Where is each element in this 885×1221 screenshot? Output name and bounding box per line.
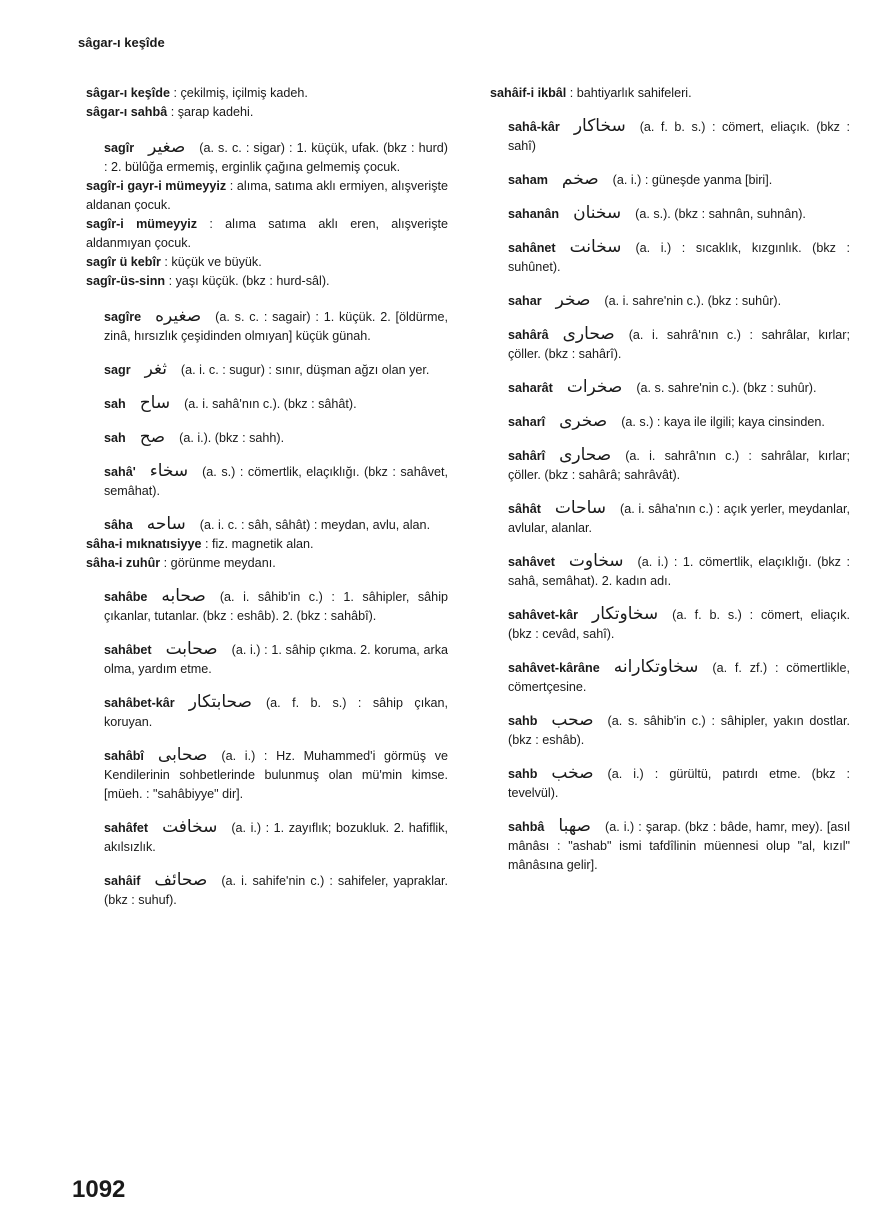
entry-headword: saharât [508,381,553,395]
entry-definition: : çekilmiş, içilmiş kadeh. [170,86,308,100]
entry-definition: (a. f. b. s.) : cömert, eliaçık. (bkz : cevâd, sahî). [508,608,850,641]
entry-headword: sah [104,397,126,411]
entry-headword: sahâbe [104,590,148,604]
entry-definition: (a. i.) : Hz. Muhammed'i görmüş ve Kendilerinin sohbetlerinde bulunmuş olan mü'min kimse. [müeh. : "sahâbiyye" dir]. [104,749,448,801]
entry-arabic-script: صحابه [161,586,206,606]
entry-definition: (a. i. sâha'nın c.) : açık yerler, meydanlar, avlular, alanlar. [508,502,850,535]
dictionary-entry [68,640,448,679]
entry-definition: (a. s. c. : sigar) : 1. küçük, ufak. (bkz : hurd) : 2. bülûğa ermemiş, erginlik çağına gelmemiş çocuk. [104,141,448,174]
entry-arabic-script: سخاکار [573,116,626,136]
entry-headword: sâgar-ı sahbâ [86,105,168,119]
entry-headword: sagîre [104,310,142,324]
dictionary-entry [472,84,850,103]
entry-definition: (a. i. sâhib'in c.) : 1. sâhipler, sâhip çıkanlar, tutanlar. (bkz : eshâb). 2. (bkz : sahâbî). [104,590,448,623]
entry-headword: sahâ' [104,465,136,479]
dictionary-entry [68,394,448,414]
dictionary-entry [472,378,850,398]
dictionary-entry [472,552,850,591]
entry-headword: sahar [508,294,542,308]
entry-arabic-script: صهبا [558,816,591,836]
dictionary-entry [472,117,850,156]
entry-definition: (a. s.) : cömertlik, elaçıklığı. (bkz : sahâvet, semâhat). [104,465,448,498]
right-column [472,84,850,875]
dictionary-entry [68,535,448,554]
entry-definition: (a. s. c. : sagair) : 1. küçük. 2. [öldürme, zinâ, hırsızlık çeşidinden olmıyan] küçük günah. [104,310,448,343]
entry-definition: (a. i. c. : sugur) : sınır, düşman ağzı olan yer. [180,363,430,377]
entry-definition: (a. f. zf.) : cömertlikle, cömertçesine. [508,661,850,694]
entry-headword: saham [508,173,548,187]
entry-definition: (a. i.) : 1. cömertlik, elaçıklığı. (bkz : sahâ, semâhat). 2. kadın adı. [508,555,850,588]
entry-headword: sâha-i mıknatısiyye [86,537,202,551]
entry-arabic-script: صحائف [154,870,208,890]
entry-headword: sahâvet-kâr [508,608,579,622]
entry-definition: (a. i. sahrâ'nın c.) : sahrâlar, kırlar; çöller. (bkz : sahârî). [508,328,850,361]
dictionary-entry [68,177,448,215]
dictionary-entry [68,462,448,501]
dictionary-entry [68,138,448,177]
entry-headword: sagîr-i gayr-i mümeyyiz [86,179,227,193]
entry-definition: (a. i. sahrâ'nın c.) : sahrâlar, kırlar; çöller. (bkz : sahârâ; sahrâvât). [508,449,850,482]
entry-headword: sagîr-i mümeyyiz [86,217,198,231]
entry-arabic-script: سخاوتکار [592,604,659,624]
running-header: sâgar-ı keşîde [78,35,165,50]
dictionary-entry [68,818,448,857]
dictionary-entry [472,817,850,875]
entry-definition: : şarap kadehi. [167,105,254,119]
entry-definition: : fiz. magnetik alan. [201,537,314,551]
dictionary-entry [68,554,448,573]
entry-headword: sâha-i zuhûr [86,556,161,570]
dictionary-entry [68,272,448,291]
entry-headword: sâgar-ı keşîde [86,86,171,100]
dictionary-entry [68,746,448,804]
entry-definition: (a. i.) : sıcaklık, kızgınlık. (bkz : suhûnet). [508,241,850,274]
dictionary-entry [68,587,448,626]
dictionary-entry [68,307,448,346]
entry-headword: sagr [104,363,131,377]
entry-arabic-script: صحاری [562,324,615,344]
entry-arabic-script: سخاوت [568,551,624,571]
entry-definition: (a. i.) : güneşde yanma [biri]. [612,173,773,187]
entry-headword: sagîr ü kebîr [86,255,161,269]
entry-arabic-script: صغیره [155,306,202,326]
entry-headword: sahâif-i ikbâl [490,86,567,100]
dictionary-entry [472,412,850,432]
dictionary-entry [472,291,850,311]
entry-arabic-script: صخم [561,169,599,189]
entry-arabic-script: سخاوتکارانه [613,657,699,677]
dictionary-entry [68,515,448,535]
entry-arabic-script: سخاء [149,461,189,481]
entry-arabic-script: سخافت [162,817,218,837]
entry-definition: (a. i.) : 1. zayıflık; bozukluk. 2. hafiflik, akılsızlık. [104,821,448,854]
dictionary-entry [472,605,850,644]
entry-arabic-script: سخانت [569,237,622,257]
entry-headword: sahâbet-kâr [104,696,175,710]
dictionary-entry [472,204,850,224]
dictionary-entry [68,871,448,910]
entry-definition: (a. i.) : 1. sâhip çıkma. 2. koruma, arka olma, yardım etme. [104,643,448,676]
dictionary-entry [68,84,448,103]
entry-arabic-script: صخر [555,290,591,310]
entry-definition: : alıma satıma aklı eren, alışverişte aldanmıyan çocuk. [86,217,448,250]
entry-headword: sahbâ [508,820,545,834]
entry-definition: (a. i. sahife'nin c.) : sahifeler, yapraklar. (bkz : suhuf). [104,874,448,907]
entry-definition: (a. i. sahre'nin c.). (bkz : suhûr). [604,294,782,308]
entry-definition: (a. s. sâhib'in c.) : sâhipler, yakın dostlar. (bkz : eshâb). [508,714,850,747]
dictionary-entry [472,499,850,538]
entry-headword: sahâbet [104,643,152,657]
entry-definition: : bahtiyarlık sahifeleri. [566,86,692,100]
entry-arabic-script: صحاری [559,445,612,465]
dictionary-entry [472,170,850,190]
dictionary-entry [68,428,448,448]
dictionary-entry [472,764,850,803]
entry-headword: sahâ-kâr [508,120,560,134]
entry-definition: (a. i. c. : sâh, sâhât) : meydan, avlu, alan. [199,518,431,532]
entry-arabic-script: صحب [551,710,594,730]
entry-headword: sahb [508,767,538,781]
dictionary-entry [68,360,448,380]
dictionary-entry [472,238,850,277]
entry-headword: sahâvet [508,555,555,569]
entry-headword: sahârî [508,449,546,463]
entry-definition: (a. i.) : şarap. (bkz : bâde, hamr, mey). [asıl mânâsı : "ashab" ismi tafdîlinin müennesi olup "al, kızıl" mânâsına gelir]. [508,820,850,872]
entry-headword: sah [104,431,126,445]
dictionary-entry [68,693,448,732]
entry-definition: (a. i. sahâ'nın c.). (bkz : sâhât). [184,397,357,411]
entry-arabic-script: صحابت [165,639,218,659]
entry-arabic-script: ثغر [144,359,167,379]
entry-arabic-script: صح [139,427,166,447]
dictionary-entry [472,658,850,697]
entry-definition: : küçük ve büyük. [160,255,262,269]
entry-definition: (a. s.) : kaya ile ilgili; kaya cinsinden. [621,415,825,429]
entry-definition: (a. f. b. s.) : sâhip çıkan, koruyan. [104,696,448,729]
entry-definition: : yaşı küçük. (bkz : hurd-sâl). [165,274,330,288]
entry-arabic-script: صحابتکار [188,692,252,712]
entry-headword: sahârâ [508,328,549,342]
entry-arabic-script: سخنان [573,203,622,223]
entry-definition: : alıma, satıma aklı ermiyen, alışverişte aldanan çocuk. [86,179,448,212]
entry-definition: (a. s.). (bkz : sahnân, suhnân). [635,207,806,221]
entry-headword: sâha [104,518,133,532]
entry-headword: sahânet [508,241,556,255]
entry-arabic-script: صخری [559,411,608,431]
entry-headword: saharî [508,415,546,429]
entry-headword: sagîr [104,141,135,155]
dictionary-entry [68,103,448,122]
entry-definition: (a. s. sahre'nin c.). (bkz : suhûr). [636,381,817,395]
entry-arabic-script: صحابی [157,745,208,765]
dictionary-entry [472,711,850,750]
entry-headword: sahâfet [104,821,149,835]
entry-definition: (a. f. b. s.) : cömert, eliaçık. (bkz : sahî) [508,120,850,153]
entry-headword: sahâvet-kârâne [508,661,600,675]
entry-arabic-script: ساحات [554,498,607,518]
page-number: 1092 [72,1176,126,1203]
dictionary-entry [68,215,448,253]
entry-arabic-script: صغیر [148,137,186,157]
entry-definition: : görünme meydanı. [160,556,276,570]
dictionary-entry [472,446,850,485]
left-column [68,84,448,910]
entry-arabic-script: صخب [551,763,594,783]
dictionary-entry [68,253,448,272]
entry-headword: sahâbî [104,749,144,763]
dictionary-entry [472,325,850,364]
entry-definition: (a. i.). (bkz : sahh). [179,431,285,445]
entry-headword: sagîr-üs-sinn [86,274,166,288]
entry-headword: sâhât [508,502,541,516]
entry-arabic-script: ساح [139,393,171,413]
entry-headword: sahâif [104,874,141,888]
entry-arabic-script: ساحه [146,514,186,534]
entry-definition: (a. i.) : gürültü, patırdı etme. (bkz : tevelvül). [508,767,850,800]
entry-headword: sahb [508,714,538,728]
entry-arabic-script: صخرات [566,377,623,397]
entry-headword: sahanân [508,207,560,221]
